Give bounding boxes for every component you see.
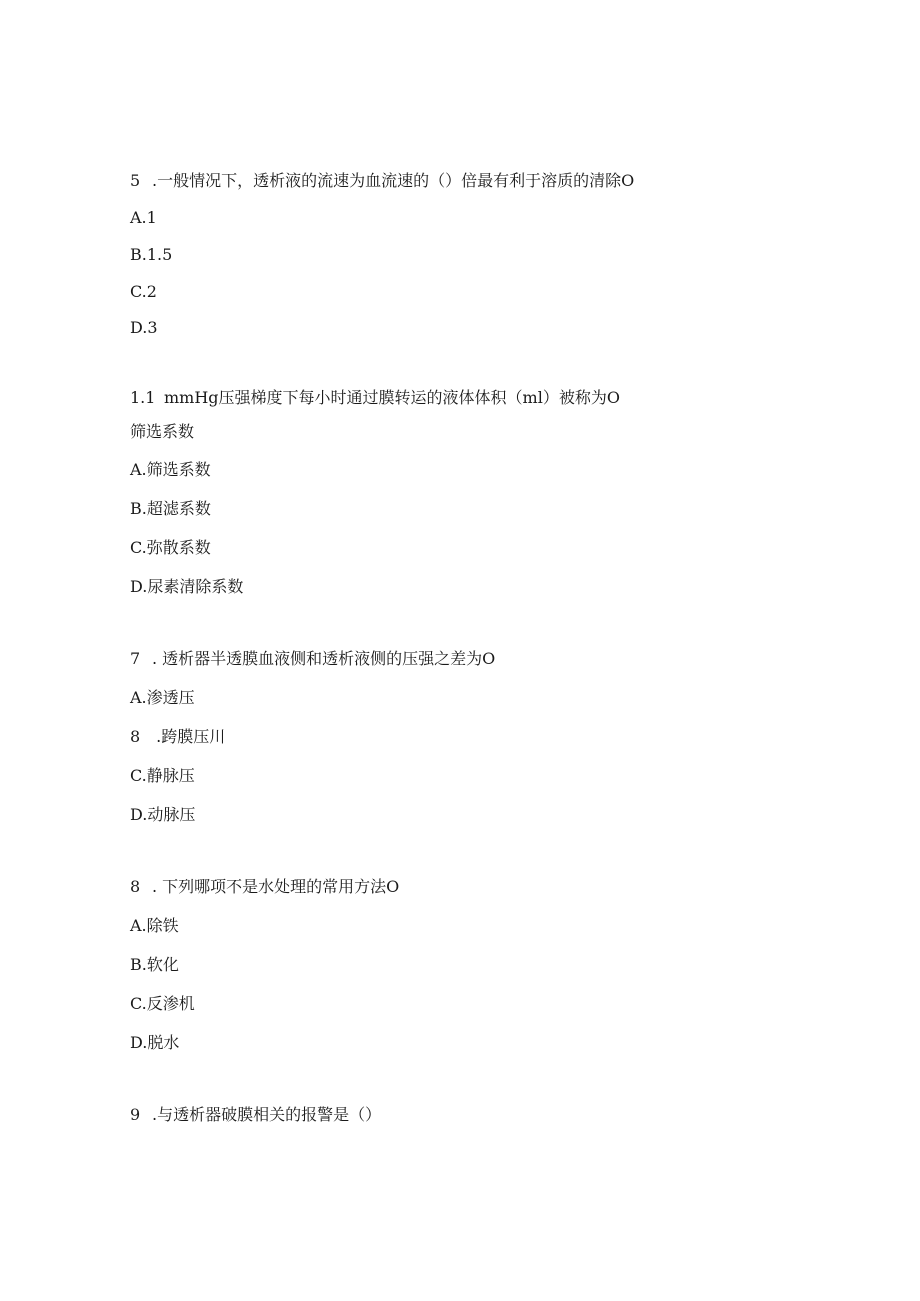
question-number: 9 — [130, 1105, 141, 1124]
question-6-option-d: D.尿素清除系数 — [130, 577, 244, 596]
question-5-option-d: D.3 — [130, 318, 158, 337]
question-7-option-c: C.静脉压 — [130, 766, 195, 785]
question-number: 7 — [130, 649, 141, 668]
question-8-stem — [130, 877, 399, 897]
question-5-option-a: A.1 — [130, 208, 157, 227]
question-8-option-b: B.软化 — [130, 955, 179, 974]
question-number: 8 — [130, 877, 141, 896]
question-5-option-b: B.1.5 — [130, 245, 173, 264]
question-text: .一般情况下，透析液的流速为血流速的（）倍最有利于溶质的清除O — [152, 171, 635, 190]
question-6-stem — [130, 388, 620, 408]
question-9-stem — [130, 1105, 381, 1125]
question-7-option-a: A.渗透压 — [130, 688, 195, 707]
question-text: .与透析器破膜相关的报警是（） — [152, 1105, 382, 1124]
question-text: . 透析器半透膜血液侧和透析液侧的压强之差为O — [152, 649, 496, 668]
question-text: mmHg压强梯度下每小时通过膜转运的液体体积（ml）被称为O — [164, 388, 620, 407]
question-6-option-b: B.超滤系数 — [130, 499, 211, 518]
question-8-option-c: C.反渗机 — [130, 994, 195, 1013]
question-6-option-a: A.筛选系数 — [130, 460, 211, 479]
question-8-option-a: A.除铁 — [130, 916, 179, 935]
question-5-stem — [130, 171, 634, 191]
question-7-option-d: D.动脉压 — [130, 805, 196, 824]
question-number: 1.1 — [130, 388, 156, 407]
question-5-option-c: C.2 — [130, 282, 157, 301]
question-6-answer: 筛选系数 — [130, 422, 195, 441]
question-8-option-d: D.脱水 — [130, 1033, 180, 1052]
question-7-stem — [130, 649, 495, 669]
question-text: . 下列哪项不是水处理的常用方法O — [152, 877, 400, 896]
question-number: 5 — [130, 171, 141, 190]
question-7-option-b: 8 .跨膜压川 — [130, 727, 226, 746]
question-6-option-c: C.弥散系数 — [130, 538, 211, 557]
